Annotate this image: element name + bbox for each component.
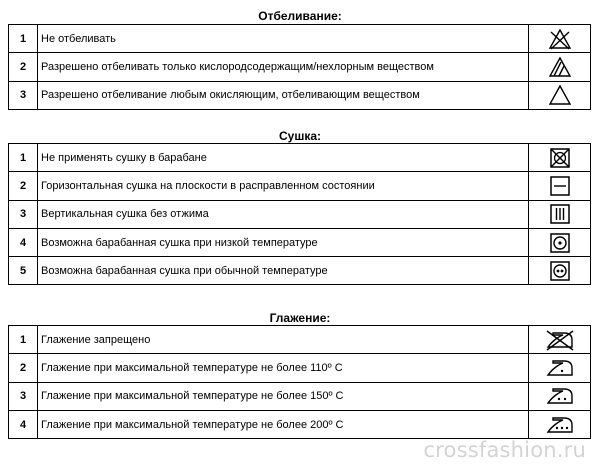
row-description: Возможна барабанная сушка при обычной температуре [38,257,529,285]
table-row [9,81,591,109]
ironing-table [8,325,591,439]
bleaching-table [8,24,591,110]
row-number: 2 [9,172,38,200]
row-description: Не применять сушку в барабане [38,144,529,172]
row-number: 4 [9,410,38,438]
row-number: 3 [9,200,38,228]
watermark: crossfashion.ru [423,438,586,462]
row-number: 1 [9,144,38,172]
row-description: Разрешено отбеливать только кислородсодержащим/нехлорным веществом [38,53,529,81]
ironing-title: Глажение: [269,311,331,325]
row-number: 1 [9,326,38,354]
table-row [9,326,591,354]
table-row [9,354,591,382]
row-number: 3 [9,382,38,410]
table-row [9,228,591,256]
row-description: Вертикальная сушка без отжима [38,200,529,228]
tumble-dry-normal-icon [548,260,572,282]
row-description: Не отбеливать [38,25,529,53]
row-description: Глажение при максимальной температуре не более 110º С [38,354,529,382]
no-iron-icon [543,328,577,352]
iron-two-dots-icon [543,384,577,408]
row-number: 5 [9,257,38,285]
table-row [9,257,591,285]
drip-dry-icon [548,203,572,225]
table-row [9,25,591,53]
bleach-striped-triangle-icon [545,55,575,79]
table-row [9,200,591,228]
row-number: 2 [9,53,38,81]
iron-three-dots-icon [543,413,577,437]
row-description: Глажение при максимальной температуре не более 200º С [38,410,529,438]
drying-table [8,143,591,285]
row-description: Горизонтальная сушка на плоскости в расправленном состоянии [38,172,529,200]
tumble-dry-low-icon [548,232,572,254]
row-number: 3 [9,81,38,109]
bleach-crossed-triangle-icon [545,27,575,51]
row-description: Возможна барабанная сушка при низкой температуре [38,228,529,256]
row-number: 2 [9,354,38,382]
row-description: Глажение запрещено [38,326,529,354]
dry-flat-icon [548,175,572,197]
row-number: 4 [9,228,38,256]
drying-title: Сушка: [278,129,322,143]
table-row [9,410,591,438]
no-tumble-dry-icon [548,147,572,169]
table-row [9,172,591,200]
table-row [9,53,591,81]
table-row [9,144,591,172]
row-number: 1 [9,25,38,53]
bleach-triangle-icon [545,83,575,107]
table-row [9,382,591,410]
row-description: Разрешено отбеливание любым окисляющим, отбеливающим веществом [38,81,529,109]
iron-one-dot-icon [543,356,577,380]
bleaching-title: Отбеливание: [258,9,342,23]
row-description: Глажение при максимальной температуре не более 150º С [38,382,529,410]
